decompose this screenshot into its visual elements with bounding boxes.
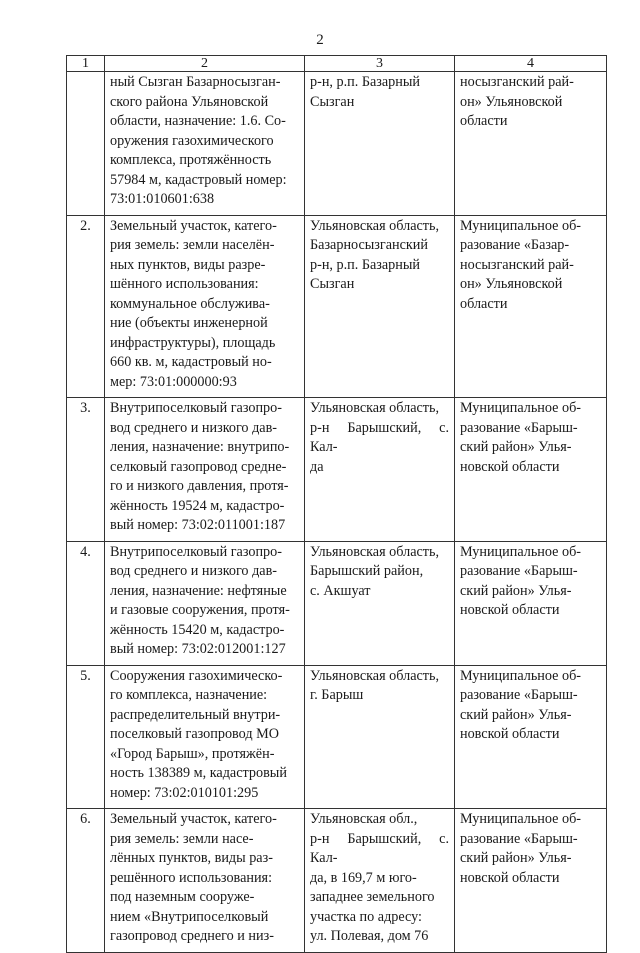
object-description-line: ность 138389 м, кадастровый <box>110 765 287 781</box>
object-owner-line: ский район» Улья- <box>460 582 572 599</box>
object-location-line: с. Акшуат <box>310 582 371 599</box>
object-description <box>105 398 305 542</box>
object-description-line: распределительный внутри- <box>110 706 281 723</box>
object-location <box>305 215 455 398</box>
object-description-line: мер: 73:01:000000:93 <box>110 373 237 390</box>
object-location-line: западнее земельного <box>310 889 435 905</box>
object-location-line: Барышский район, <box>310 563 424 579</box>
object-location-line: да <box>310 458 324 475</box>
table-row <box>67 398 607 542</box>
object-description-line: рия земель: земли насе- <box>110 830 254 847</box>
row-number <box>67 72 105 216</box>
object-description-line: лённых пунктов, виды раз- <box>110 850 273 866</box>
object-owner-line: разование «Барыш- <box>460 687 578 703</box>
object-location <box>305 665 455 809</box>
object-owner-line: разование «Базар- <box>460 237 570 253</box>
object-description-line: комплекса, протяжённость <box>110 152 272 168</box>
object-description-line: селковый газопровод средне- <box>110 458 287 475</box>
object-description-line: вод среднего и низкого дав- <box>110 419 278 436</box>
object-description-line: Внутрипоселковый газопро- <box>110 400 282 416</box>
table-row <box>67 665 607 809</box>
object-location-line: г. Барыш <box>310 687 364 703</box>
object-location-line: Ульяновская обл., <box>310 811 418 827</box>
object-owner <box>455 398 607 542</box>
object-description-line: вый номер: 73:02:012001:127 <box>110 641 286 657</box>
object-owner <box>455 541 607 665</box>
object-description-line: 73:01:010601:638 <box>110 191 215 207</box>
object-location-line: Ульяновская область, <box>310 217 440 234</box>
object-description-line: ления, назначение: внутрипо- <box>110 439 290 455</box>
row-number: 6. <box>67 809 105 953</box>
page-number: 2 <box>316 32 324 48</box>
object-location-line: р-н, р.п. Базарный <box>310 74 420 90</box>
header-cell: 3 <box>305 56 455 72</box>
object-location-line: да, в 169,7 м юго- <box>310 869 417 886</box>
object-owner-line: Муниципальное об- <box>460 400 582 416</box>
object-owner-line: разование «Барыш- <box>460 419 578 436</box>
object-owner-line: ский район» Улья- <box>460 439 572 455</box>
object-description-line: решённого использования: <box>110 869 273 886</box>
object-owner-line: области <box>460 295 508 312</box>
object-description <box>105 809 305 953</box>
object-location <box>305 541 455 665</box>
object-description-line: Внутрипоселковый газопро- <box>110 543 282 560</box>
object-owner-line: разование «Барыш- <box>460 563 578 579</box>
header-cell: 2 <box>105 56 305 72</box>
table-row <box>67 809 607 953</box>
object-description-line: газопровод среднего и низ- <box>110 928 274 944</box>
object-description-line: ского района Ульяновской <box>110 93 269 110</box>
object-description-line: вод среднего и низкого дав- <box>110 563 278 579</box>
table-row <box>67 215 607 398</box>
object-description-line: 57984 м, кадастровый номер: <box>110 171 287 188</box>
object-location-line: участка по адресу: <box>310 908 422 925</box>
object-location-line: р-н Барышский, с. Кал- <box>310 830 449 866</box>
object-description <box>105 215 305 398</box>
object-owner-line: ский район» Улья- <box>460 706 572 723</box>
object-location-line: Ульяновская область, <box>310 400 440 416</box>
object-owner-line: он» Ульяновской <box>460 276 563 292</box>
object-location-line: Базарносызганский <box>310 237 428 253</box>
row-number: 3. <box>67 398 105 542</box>
object-owner-line: Муниципальное об- <box>460 811 582 827</box>
property-table <box>66 55 607 953</box>
object-description-line: рия земель: земли населён- <box>110 237 275 253</box>
row-number: 4. <box>67 541 105 665</box>
object-owner-line: области <box>460 113 508 129</box>
object-description-line: ных пунктов, виды разре- <box>110 256 266 273</box>
object-description-line: жённость 19524 м, кадастро- <box>110 497 285 514</box>
object-location-line: Ульяновская область, <box>310 543 440 560</box>
object-owner <box>455 665 607 809</box>
object-description-line: инфраструктуры), площадь <box>110 334 276 351</box>
object-description-line: ный Сызган Базарносызган- <box>110 74 281 90</box>
object-location-line: Ульяновская область, <box>310 667 440 684</box>
object-description-line: под наземным сооруже- <box>110 889 255 905</box>
object-description-line: шённого использования: <box>110 276 259 292</box>
object-description-line: ления, назначение: нефтяные <box>110 582 287 599</box>
object-owner <box>455 809 607 953</box>
object-description-line: вый номер: 73:02:011001:187 <box>110 517 286 533</box>
object-location <box>305 72 455 216</box>
header-cell: 4 <box>455 56 607 72</box>
row-number: 2. <box>67 215 105 398</box>
object-description <box>105 541 305 665</box>
table-header-row <box>67 56 607 72</box>
object-location-line: ул. Полевая, дом 76 <box>310 928 429 944</box>
object-location <box>305 809 455 953</box>
object-owner-line: Муниципальное об- <box>460 543 582 560</box>
object-owner-line: Муниципальное об- <box>460 667 582 684</box>
object-location <box>305 398 455 542</box>
object-description-line: коммунальное обслужива- <box>110 295 270 312</box>
object-description-line: 660 кв. м, кадастровый но- <box>110 354 272 370</box>
object-owner-line: новской области <box>460 602 560 618</box>
object-description-line: номер: 73:02:010101:295 <box>110 784 259 801</box>
object-description-line: ние (объекты инженерной <box>110 315 268 331</box>
object-owner-line: разование «Барыш- <box>460 830 578 847</box>
object-owner-line: новской области <box>460 458 560 475</box>
object-owner-line: носызганский рай- <box>460 256 574 273</box>
table-row <box>67 72 607 216</box>
object-owner-line: Муниципальное об- <box>460 217 582 234</box>
object-description <box>105 72 305 216</box>
object-description-line: го и низкого давления, протя- <box>110 478 289 494</box>
object-owner <box>455 215 607 398</box>
object-owner-line: новской области <box>460 726 560 742</box>
object-description-line: поселковый газопровод МО <box>110 726 279 742</box>
row-number: 5. <box>67 665 105 809</box>
object-location-line: Сызган <box>310 276 355 292</box>
object-owner-line: новской области <box>460 869 560 886</box>
object-description-line: и газовые сооружения, протя- <box>110 602 290 618</box>
object-location-line: Сызган <box>310 93 355 110</box>
header-cell: 1 <box>67 56 105 72</box>
object-description <box>105 665 305 809</box>
object-description-line: Земельный участок, катего- <box>110 811 277 827</box>
object-description-line: жённость 15420 м, кадастро- <box>110 621 285 638</box>
object-description-line: го комплекса, назначение: <box>110 687 268 703</box>
object-owner-line: он» Ульяновской <box>460 93 563 110</box>
object-location-line: р-н Барышский, с. Кал- <box>310 419 449 455</box>
object-description-line: Сооружения газохимическо- <box>110 667 283 684</box>
object-description-line: нием «Внутрипоселковый <box>110 908 269 925</box>
object-description-line: области, назначение: 1.6. Со- <box>110 113 286 129</box>
object-owner-line: ский район» Улья- <box>460 850 572 866</box>
object-description-line: Земельный участок, катего- <box>110 217 277 234</box>
object-owner <box>455 72 607 216</box>
object-owner-line: носызганский рай- <box>460 74 574 90</box>
object-location-line: р-н, р.п. Базарный <box>310 256 420 273</box>
object-description-line: оружения газохимического <box>110 132 274 149</box>
table-row <box>67 541 607 665</box>
object-description-line: «Город Барыш», протяжён- <box>110 745 275 762</box>
